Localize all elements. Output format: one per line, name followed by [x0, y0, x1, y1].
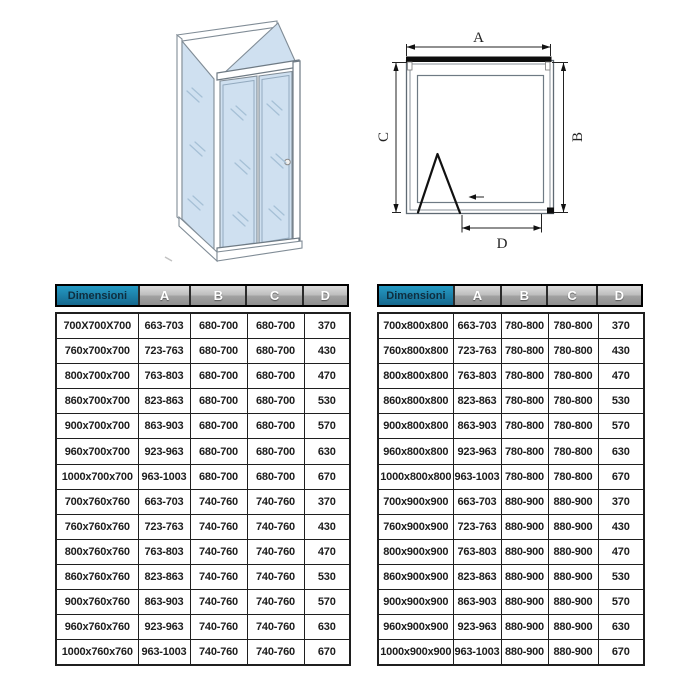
table-row: [56, 590, 350, 615]
range-cell: 530: [598, 389, 644, 414]
table-row: [378, 514, 644, 539]
dimensions-cell: 960x760x760: [56, 615, 138, 640]
range-cell: 880-900: [548, 640, 598, 666]
enclosure-outer-frame: [407, 61, 554, 214]
range-cell: 740-760: [190, 564, 247, 589]
dimensions-cell: 960x900x900: [378, 615, 453, 640]
range-cell: 780-800: [548, 339, 598, 364]
enclosure-glass-line: [418, 76, 544, 203]
range-cell: 880-900: [548, 514, 598, 539]
dimensions-cell: 900x760x760: [56, 590, 138, 615]
range-cell: 680-700: [190, 364, 247, 389]
dimensions-cell: 860x760x760: [56, 564, 138, 589]
range-cell: 680-700: [190, 464, 247, 489]
left-header-d: D: [302, 286, 347, 305]
range-cell: 680-700: [247, 439, 304, 464]
range-cell: 570: [304, 414, 350, 439]
table-row: [56, 539, 350, 564]
range-cell: 863-903: [138, 414, 190, 439]
range-cell: 740-760: [190, 640, 247, 666]
range-cell: 740-760: [247, 539, 304, 564]
dimensions-cell: 760x800x800: [378, 339, 453, 364]
range-cell: 370: [304, 489, 350, 514]
range-cell: 763-803: [453, 539, 501, 564]
dimensions-cell: 760x900x900: [378, 514, 453, 539]
range-cell: 723-763: [453, 514, 501, 539]
range-cell: 740-760: [247, 514, 304, 539]
range-cell: 670: [304, 464, 350, 489]
range-cell: 880-900: [548, 539, 598, 564]
dimensions-cell: 760x760x760: [56, 514, 138, 539]
table-row: [378, 414, 644, 439]
dimension-b-label: B: [570, 131, 586, 143]
range-cell: 570: [598, 590, 644, 615]
table-row: [56, 615, 350, 640]
right-table-header: [377, 284, 643, 307]
range-cell: 670: [598, 640, 644, 666]
right-dimensions-table: [377, 312, 645, 666]
table-row: [56, 489, 350, 514]
range-cell: 780-800: [548, 389, 598, 414]
table-row: [56, 439, 350, 464]
dimension-d-label: D: [496, 236, 508, 252]
left-header-dimensioni: Dimensioni: [57, 286, 138, 305]
table-row: [378, 615, 644, 640]
left-header-c: C: [245, 286, 301, 305]
range-cell: 680-700: [247, 414, 304, 439]
range-cell: 823-863: [138, 389, 190, 414]
dimensions-cell: 900x900x900: [378, 590, 453, 615]
range-cell: 570: [598, 414, 644, 439]
table-row: [56, 514, 350, 539]
range-cell: 740-760: [190, 615, 247, 640]
dimension-b: [552, 63, 586, 213]
dimensions-cell: 760x700x700: [56, 339, 138, 364]
range-cell: 923-963: [138, 615, 190, 640]
door-swing-arrow: [469, 194, 485, 200]
corner-profile-left: [408, 62, 413, 70]
right-header-d: D: [596, 286, 641, 305]
corner-bracket-bottom-right: [547, 208, 554, 214]
table-row: [56, 564, 350, 589]
range-cell: 430: [598, 514, 644, 539]
right-header-a: A: [453, 286, 500, 305]
range-cell: 923-963: [138, 439, 190, 464]
dimensions-cell: 900x700x700: [56, 414, 138, 439]
range-cell: 663-703: [138, 313, 190, 339]
range-cell: 823-863: [138, 564, 190, 589]
range-cell: 723-763: [453, 339, 501, 364]
range-cell: 923-963: [453, 615, 501, 640]
range-cell: 880-900: [501, 539, 548, 564]
range-cell: 780-800: [501, 313, 548, 339]
range-cell: 780-800: [548, 313, 598, 339]
table-row: [56, 313, 350, 339]
range-cell: 680-700: [190, 389, 247, 414]
range-cell: 470: [598, 364, 644, 389]
range-cell: 680-700: [247, 364, 304, 389]
dimensions-cell: 860x800x800: [378, 389, 453, 414]
range-cell: 430: [304, 514, 350, 539]
range-cell: 880-900: [548, 615, 598, 640]
range-cell: 880-900: [501, 640, 548, 666]
range-cell: 680-700: [190, 313, 247, 339]
range-cell: 370: [598, 313, 644, 339]
top-view-dimension-diagram: [378, 22, 590, 254]
range-cell: 823-863: [453, 389, 501, 414]
dimensions-cell: 960x700x700: [56, 439, 138, 464]
range-cell: 723-763: [138, 514, 190, 539]
range-cell: 670: [598, 464, 644, 489]
range-cell: 680-700: [247, 339, 304, 364]
table-row: [378, 439, 644, 464]
dimensions-cell: 700x800x800: [378, 313, 453, 339]
dimensions-cell: 800x700x700: [56, 364, 138, 389]
range-cell: 470: [304, 364, 350, 389]
range-cell: 740-760: [190, 489, 247, 514]
range-cell: 740-760: [247, 590, 304, 615]
range-cell: 880-900: [501, 590, 548, 615]
range-cell: 570: [304, 590, 350, 615]
open-door-triangle: [418, 154, 460, 213]
range-cell: 823-863: [453, 564, 501, 589]
door-right-post: [293, 61, 300, 243]
dimensions-cell: 800x760x760: [56, 539, 138, 564]
right-header-c: C: [546, 286, 595, 305]
dimensions-cell: 860x700x700: [56, 389, 138, 414]
range-cell: 740-760: [190, 590, 247, 615]
table-row: [56, 389, 350, 414]
range-cell: 370: [598, 489, 644, 514]
dimensions-cell: 1000x760x760: [56, 640, 138, 666]
table-row: [56, 464, 350, 489]
range-cell: 740-760: [190, 514, 247, 539]
dimensions-cell: 1000x800x800: [378, 464, 453, 489]
range-cell: 880-900: [548, 564, 598, 589]
left-table-header: [55, 284, 349, 307]
table-row: [378, 539, 644, 564]
range-cell: 663-703: [453, 489, 501, 514]
range-cell: 780-800: [548, 414, 598, 439]
table-row: [378, 489, 644, 514]
shower-enclosure-3d-drawing: [165, 5, 320, 267]
range-cell: 740-760: [190, 539, 247, 564]
range-cell: 880-900: [501, 489, 548, 514]
left-dimensions-table: [55, 312, 351, 666]
range-cell: 780-800: [501, 414, 548, 439]
range-cell: 530: [304, 389, 350, 414]
dimensions-cell: 860x900x900: [378, 564, 453, 589]
table-row: [56, 414, 350, 439]
dimensions-cell: 1000x900x900: [378, 640, 453, 666]
range-cell: 740-760: [247, 615, 304, 640]
range-cell: 880-900: [548, 489, 598, 514]
range-cell: 530: [304, 564, 350, 589]
range-cell: 763-803: [138, 539, 190, 564]
range-cell: 430: [598, 339, 644, 364]
left-header-a: A: [138, 286, 189, 305]
range-cell: 880-900: [501, 514, 548, 539]
range-cell: 780-800: [501, 339, 548, 364]
range-cell: 680-700: [190, 414, 247, 439]
dimensions-cell: 700x900x900: [378, 489, 453, 514]
table-row: [56, 364, 350, 389]
table-row: [378, 389, 644, 414]
table-row: [378, 564, 644, 589]
table-row: [378, 464, 644, 489]
range-cell: 763-803: [138, 364, 190, 389]
range-cell: 863-903: [138, 590, 190, 615]
range-cell: 963-1003: [453, 640, 501, 666]
range-cell: 763-803: [453, 364, 501, 389]
range-cell: 963-1003: [453, 464, 501, 489]
table-row: [378, 313, 644, 339]
range-cell: 880-900: [501, 615, 548, 640]
range-cell: 923-963: [453, 439, 501, 464]
range-cell: 780-800: [548, 464, 598, 489]
dimensions-cell: 960x800x800: [378, 439, 453, 464]
enclosure-inner-frame: [410, 64, 550, 210]
range-cell: 780-800: [501, 389, 548, 414]
dimension-d: [462, 214, 542, 252]
range-cell: 723-763: [138, 339, 190, 364]
dimensions-cell: 700x760x760: [56, 489, 138, 514]
corner-profile-right: [546, 62, 551, 70]
table-row: [378, 339, 644, 364]
range-cell: 670: [304, 640, 350, 666]
range-cell: 663-703: [138, 489, 190, 514]
range-cell: 780-800: [501, 464, 548, 489]
range-cell: 630: [598, 615, 644, 640]
range-cell: 630: [304, 615, 350, 640]
dimensions-cell: 800x900x900: [378, 539, 453, 564]
range-cell: 740-760: [247, 564, 304, 589]
range-cell: 963-1003: [138, 640, 190, 666]
range-cell: 863-903: [453, 414, 501, 439]
range-cell: 663-703: [453, 313, 501, 339]
table-row: [378, 640, 644, 666]
dimension-a-label: A: [473, 30, 484, 46]
back-wall-left-edge: [177, 35, 182, 221]
dimensions-cell: 900x800x800: [378, 414, 453, 439]
table-row: [56, 640, 350, 666]
dimensions-cell: 800x800x800: [378, 364, 453, 389]
dimensions-cell: 1000x700x700: [56, 464, 138, 489]
range-cell: 780-800: [501, 439, 548, 464]
dimension-a: [407, 30, 551, 56]
range-cell: 630: [598, 439, 644, 464]
table-row: [378, 364, 644, 389]
right-header-dimensioni: Dimensioni: [379, 286, 453, 305]
range-cell: 863-903: [453, 590, 501, 615]
range-cell: 680-700: [247, 464, 304, 489]
range-cell: 470: [304, 539, 350, 564]
door-rail-bar: [406, 57, 552, 63]
range-cell: 963-1003: [138, 464, 190, 489]
range-cell: 780-800: [548, 364, 598, 389]
bifold-door-left-pane: [220, 76, 257, 252]
range-cell: 880-900: [501, 564, 548, 589]
range-cell: 780-800: [548, 439, 598, 464]
dimensions-cell: 700X700X700: [56, 313, 138, 339]
range-cell: 530: [598, 564, 644, 589]
range-cell: 680-700: [190, 339, 247, 364]
range-cell: 680-700: [190, 439, 247, 464]
range-cell: 880-900: [548, 590, 598, 615]
right-header-b: B: [500, 286, 546, 305]
range-cell: 470: [598, 539, 644, 564]
dimension-c-label: C: [376, 131, 392, 143]
dimension-c: [376, 63, 407, 213]
floor-shadow-mark: [165, 257, 172, 261]
range-cell: 630: [304, 439, 350, 464]
range-cell: 430: [304, 339, 350, 364]
range-cell: 370: [304, 313, 350, 339]
range-cell: 740-760: [247, 489, 304, 514]
range-cell: 680-700: [247, 313, 304, 339]
range-cell: 740-760: [247, 640, 304, 666]
left-header-b: B: [189, 286, 245, 305]
range-cell: 680-700: [247, 389, 304, 414]
table-row: [378, 590, 644, 615]
range-cell: 780-800: [501, 364, 548, 389]
table-row: [56, 339, 350, 364]
